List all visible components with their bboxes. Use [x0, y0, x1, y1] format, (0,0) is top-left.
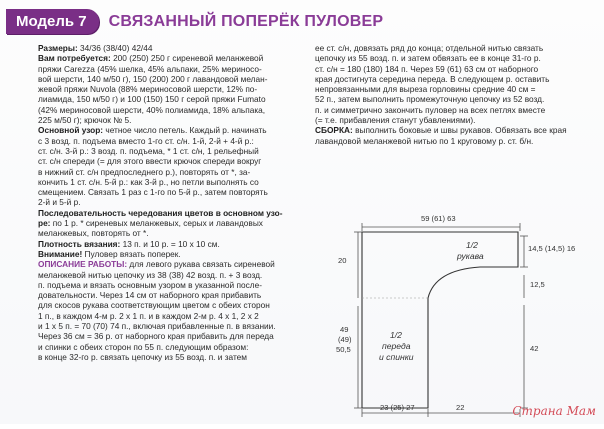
text-content: ст. с/н спереди (= для этого ввести крючок спереди вокруг — [38, 156, 262, 167]
section-label: Вам потребуется: — [38, 53, 111, 64]
text-line — [38, 342, 306, 352]
text-content: в нижний ст. с/н предпоследнего р.), повторять от *, за- — [38, 166, 251, 177]
text-content: кончить 1 ст. с/н. 5-й р.: как 3-й р., но петли выполнять со — [38, 176, 259, 187]
text-line — [315, 84, 601, 94]
text-content: выполнить боковые и швы рукавов. Обвязать все края — [352, 125, 567, 136]
text-line — [38, 239, 306, 249]
section-label: Внимание! — [38, 248, 83, 259]
text-content: с 3 возд. п. подъема вместо 1-го ст. с/н. 1-й, 2-й + 4-й р.: — [38, 135, 254, 146]
text-line — [38, 321, 306, 331]
text-content: Через 36 см = 36 р. от наборного края прибавить для переда — [38, 331, 274, 342]
text-line — [38, 331, 306, 341]
section-label: Плотность вязания: — [38, 238, 121, 249]
text-content: в конце 32-го р. связать цепочку из 55 возд. п. и затем — [38, 351, 247, 362]
text-content: четное число петель. Каждый р. начинать — [103, 125, 267, 136]
text-content: для левого рукава связать сиреневой — [127, 259, 275, 270]
text-line — [315, 136, 601, 146]
text-content: смещением. Связать 1 раз с 1-го по 5-й р., затем повторять — [38, 187, 268, 198]
text-line — [38, 74, 306, 84]
body-label-back: и спинки — [379, 352, 414, 362]
text-content: 225 м/50 г); крючок № 5. — [38, 115, 132, 126]
text-content: и спинки с обеих сторон по 55 п. следующим образом: — [38, 341, 249, 352]
text-line — [38, 53, 306, 63]
text-content: вой шерсти, 140 м/50 г), 150 (200) 200 г лавандовой мелан- — [38, 73, 268, 84]
text-content: 13 п. и 10 р. = 10 х 10 см. — [120, 238, 220, 249]
text-line — [38, 84, 306, 94]
text-line — [38, 290, 306, 300]
body-label-front: переда — [382, 341, 411, 351]
text-line — [38, 64, 306, 74]
text-line — [38, 208, 306, 218]
body-fraction: 1/2 — [390, 330, 402, 340]
text-line — [38, 300, 306, 310]
body-height-label-3: 50,5 — [336, 345, 351, 354]
text-content: довательности. Через 14 см от наборного края прибавить — [38, 290, 262, 301]
bottom-left-width-label: 23 (25) 27 — [380, 403, 415, 412]
shoulder-height-label: 20 — [338, 256, 347, 265]
side-height-label: 42 — [530, 344, 539, 353]
sleeve-label: рукава — [457, 251, 484, 261]
text-content: ее ст. с/н, довязать ряд до конца; отдельной нитью связать — [315, 43, 544, 53]
top-width-label: 59 (61) 63 — [421, 214, 456, 223]
text-line — [38, 177, 306, 187]
text-line — [38, 249, 306, 259]
cuff-height-label: 14,5 (14,5) 16 — [528, 244, 576, 253]
model-badge: Модель 7 — [6, 9, 99, 34]
instructions-left-column — [38, 43, 306, 362]
text-line — [315, 115, 601, 125]
text-line — [38, 197, 306, 207]
sleeve-fraction: 1/2 — [466, 240, 478, 250]
text-line — [315, 125, 601, 135]
text-content: ст. с/н. 3-й р.: 3 возд. п. подъема, * 1 ст. с/н, 1 рельефный — [38, 145, 259, 156]
text-content: непровязанными для выреза горловины средние 40 см = — [315, 84, 536, 95]
body-height-label-1: 49 — [340, 325, 349, 334]
garment-outline — [362, 232, 518, 408]
section-label: Последовательность чередования цветов в основном узо- — [38, 207, 283, 218]
text-line — [38, 115, 306, 125]
text-content: 52 п., затем выполнить промежуточную цепочку из 52 возд. — [315, 94, 545, 105]
text-line — [315, 94, 601, 104]
text-line — [38, 94, 306, 104]
section-label: СБОРКА: — [315, 125, 353, 136]
text-line — [315, 64, 601, 74]
bottom-right-width-label: 22 — [456, 403, 465, 412]
watermark: Страна Мам — [512, 404, 596, 418]
text-content: Пуловер вязать поперек. — [82, 248, 181, 259]
section-label: Размеры: — [38, 43, 78, 53]
text-line — [38, 146, 306, 156]
text-line — [38, 311, 306, 321]
text-line — [38, 105, 306, 115]
body-height-label-2: (49) — [338, 335, 352, 344]
text-content: лиамида, 150 м/50 г) и 100 (150) 150 г серой пряжи Fumato — [38, 94, 266, 105]
text-content: пряжи Carezza (45% шелка, 45% альпаки, 25% мериносо- — [38, 63, 262, 74]
text-line — [38, 156, 306, 166]
pattern-diagram — [310, 210, 604, 424]
text-content: меланжевых, повторять от *. — [38, 228, 149, 239]
text-content: п. подъема и вязать основным узором в указанной после- — [38, 279, 262, 290]
text-content: (= т.е. прибавления станут убавлениями). — [315, 115, 476, 126]
text-content: 200 (250) 250 г сиреневой меланжевой — [110, 53, 264, 64]
sleeve-seam-label: 12,5 — [530, 280, 545, 289]
text-line — [315, 74, 601, 84]
text-line — [38, 125, 306, 135]
text-content: 34/36 (38/40) 42/44 — [77, 43, 153, 53]
text-content: ст. с/н = 180 (180) 184 п. Через 59 (61) 63 см от наборного — [315, 63, 539, 74]
text-line — [38, 228, 306, 238]
text-content: лавандовой меланжевой нитью по 1 круговому р. ст. б/н. — [315, 135, 534, 146]
text-content: цепочку из 55 возд. п. и затем обвязать ее в конце 31-го р. — [315, 53, 541, 64]
section-label: ре: — [38, 218, 51, 229]
text-line — [38, 167, 306, 177]
text-line — [38, 270, 306, 280]
text-line — [38, 352, 306, 362]
text-line — [38, 136, 306, 146]
text-content: 1 п., в каждом 4-м р. 2 х 1 п. и в каждом 2-м р. 4 х 1, 2 х 2 — [38, 310, 259, 321]
text-content: края достигнута середина переда. В следующем р. оставить — [315, 73, 550, 84]
text-content: жевой пряжи Nuvola (88% мериносовой шерсти, 12% по- — [38, 84, 258, 95]
pattern-schematic — [310, 210, 604, 424]
text-line — [315, 105, 601, 115]
text-line — [38, 187, 306, 197]
text-content: (42% мериносовой шерсти, 40% полиамида, 18% альпака, — [38, 104, 266, 115]
section-label: ОПИСАНИЕ РАБОТЫ: — [38, 259, 128, 270]
text-content: п. и симметрично закончить пуловер на всех петлях вместе — [315, 104, 546, 115]
text-line — [315, 43, 601, 53]
text-content: 2-й и 5-й р. — [38, 197, 81, 208]
page-header — [6, 9, 383, 34]
instructions-right-column — [315, 43, 601, 146]
text-line — [38, 43, 306, 53]
section-label: Основной узор: — [38, 125, 104, 136]
text-line — [38, 259, 306, 269]
text-content: и 1 х 5 п. = 70 (70) 74 п., включая прибавленные п. в вязании. — [38, 321, 276, 332]
text-content: для скосов рукава соответствующим цветом с обеих сторон — [38, 300, 270, 311]
text-content: меланжевой нитью цепочку из 38 (38) 42 возд. п. + 3 возд. — [38, 269, 263, 280]
text-line — [315, 53, 601, 63]
text-line — [38, 218, 306, 228]
text-line — [38, 280, 306, 290]
page-title: СВЯЗАННЫЙ ПОПЕРЁК ПУЛОВЕР — [108, 12, 384, 30]
text-content: по 1 р. * сиреневых меланжевых, серых и лавандовых — [50, 218, 263, 229]
